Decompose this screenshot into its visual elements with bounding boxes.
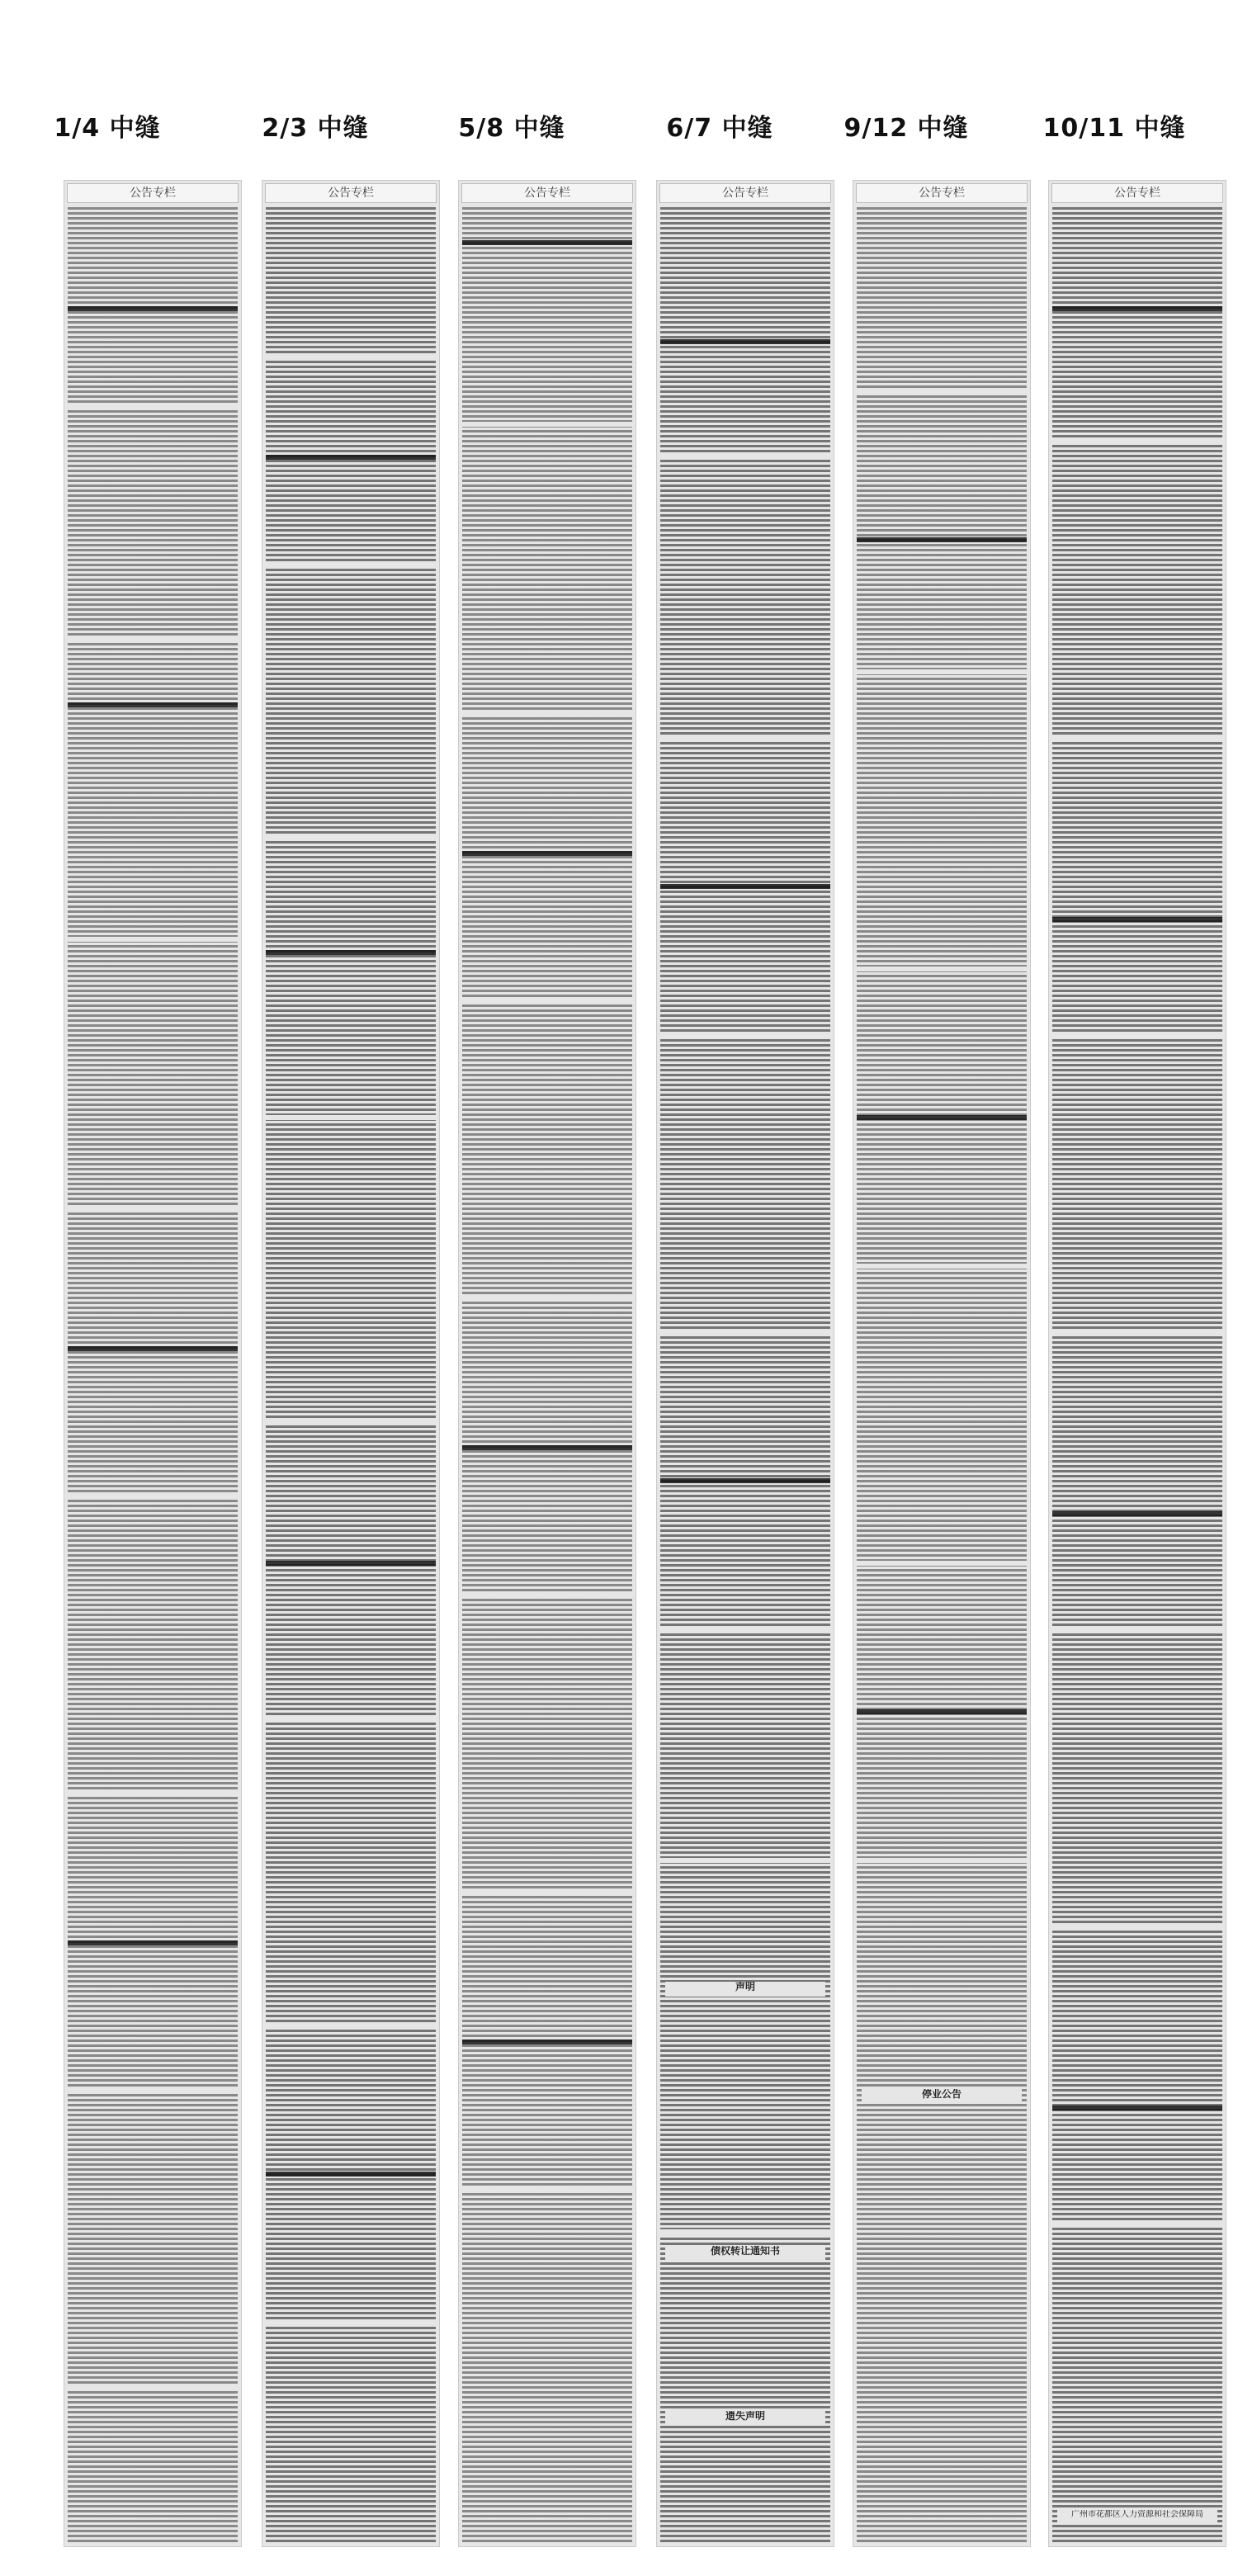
- notice-heading: 债权转让通知书: [665, 2246, 825, 2261]
- notice-heading: 遗失声明: [665, 2411, 825, 2426]
- notice-column-2-3: [262, 180, 440, 2547]
- column-label-10-11: 10/11 中缝: [1042, 114, 1186, 143]
- column-label-5-8: 5/8 中缝: [458, 114, 565, 143]
- column-header: 公告专栏: [1051, 183, 1223, 203]
- notice-text-body: [266, 207, 436, 2543]
- notice-footer-signature: 广州市花都区人力资源和社会保障局: [1057, 2510, 1217, 2523]
- column-header: 公告专栏: [856, 183, 1028, 203]
- notice-column-6-7: [656, 180, 834, 2547]
- column-label-1-4: 1/4 中缝: [54, 114, 161, 143]
- notice-text-body: [462, 207, 632, 2543]
- notice-heading: 声明: [665, 1982, 825, 1997]
- notice-text-body: [660, 207, 830, 2543]
- column-header: 公告专栏: [659, 183, 831, 203]
- notice-text-body: [1052, 207, 1222, 2543]
- notice-text-body: [68, 207, 238, 2543]
- column-header: 公告专栏: [265, 183, 437, 203]
- column-label-9-12: 9/12 中缝: [843, 114, 969, 143]
- column-header: 公告专栏: [67, 183, 239, 203]
- notice-text-body: [857, 207, 1027, 2543]
- notice-column-5-8: [458, 180, 636, 2547]
- column-header: 公告专栏: [461, 183, 633, 203]
- column-label-6-7: 6/7 中缝: [666, 114, 773, 143]
- column-label-2-3: 2/3 中缝: [262, 114, 369, 143]
- notice-column-1-4: [64, 180, 242, 2547]
- notice-heading: 停业公告: [862, 2089, 1022, 2104]
- notice-column-10-11: [1048, 180, 1226, 2547]
- notice-column-9-12: [853, 180, 1031, 2547]
